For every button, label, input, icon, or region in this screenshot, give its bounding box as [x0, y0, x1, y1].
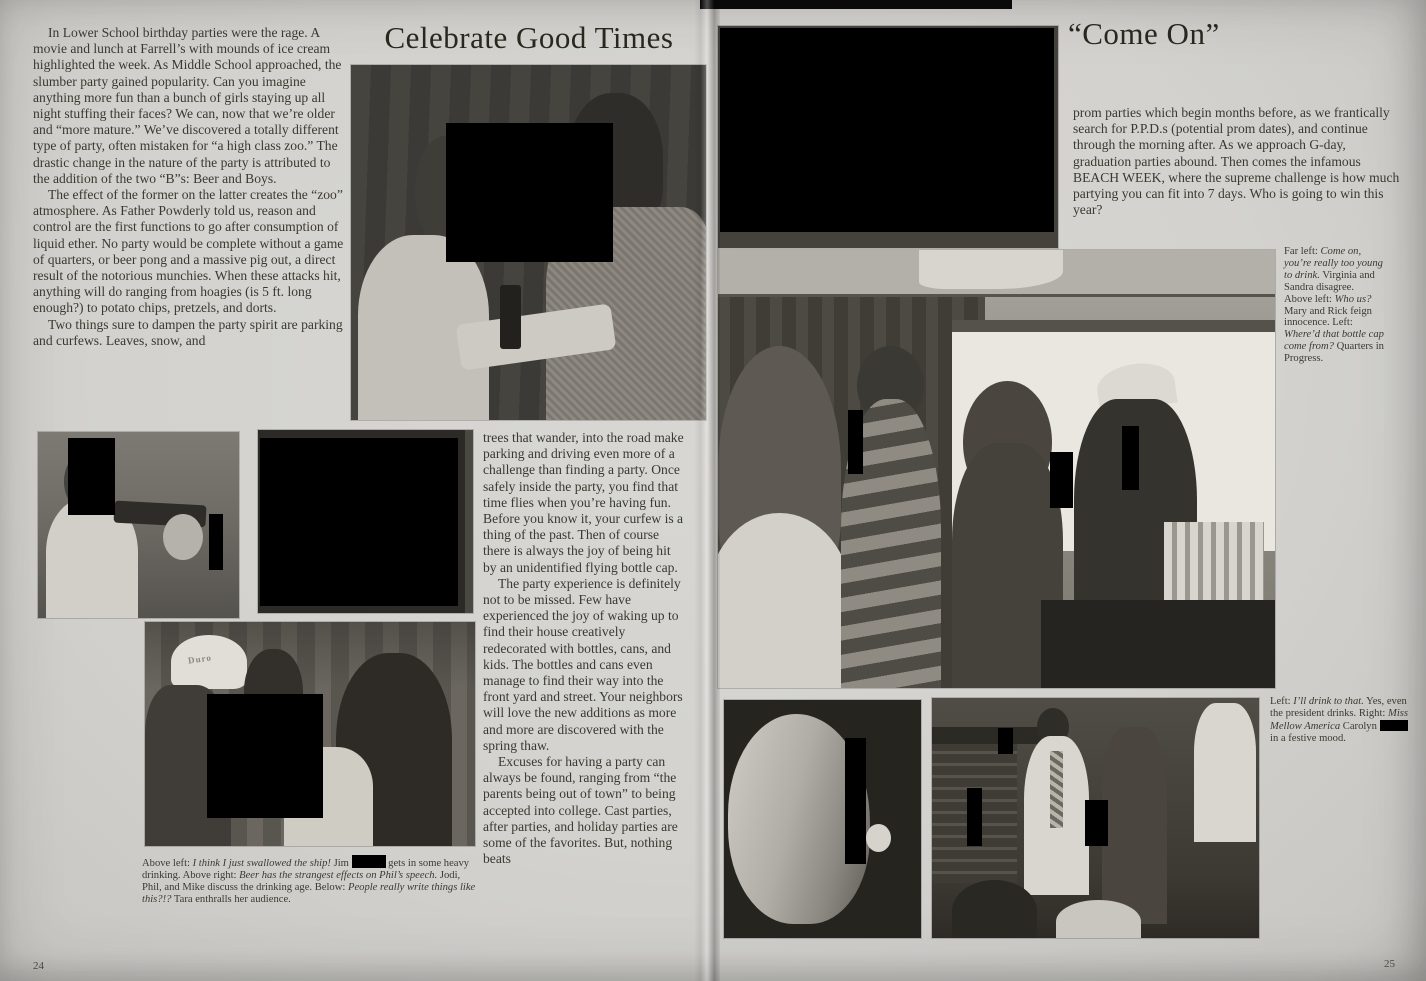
page-title-right: “Come On”	[1068, 16, 1220, 51]
paragraph: Excuses for having a party can always be found, ranging from “the parents being out of town” to being accepted into college. Cast parties, after parties, and holiday parties are some of the favorites. But, nothing beats	[483, 754, 678, 867]
left-page	[0, 0, 700, 981]
right-page	[700, 0, 1426, 981]
redaction-box	[1122, 426, 1139, 490]
redaction-box	[68, 438, 115, 515]
cans-on-counter	[1164, 522, 1264, 601]
person-silhouette	[718, 513, 852, 688]
caption-right-top: Far left: Come on, you’re really too young to drink. Virginia and Sandra disagree. Above left: Who us? Mary and Rick feign innocence. Left: Where’d that bottle cap come from? Quarters in Progress.	[1284, 246, 1384, 365]
photo-long-hair	[724, 700, 921, 938]
body-text-column-2	[483, 430, 686, 867]
redaction-box	[260, 438, 458, 606]
photo-funnel-drinking	[38, 432, 239, 618]
painter-cap	[171, 635, 247, 689]
redaction-box	[998, 728, 1013, 754]
redaction-box	[209, 514, 223, 570]
body-text-right	[1073, 105, 1405, 218]
redaction-box	[207, 694, 323, 818]
redaction-box	[446, 123, 613, 262]
photo-redacted-top	[718, 26, 1058, 248]
bottle-silhouette	[500, 285, 521, 349]
photo-fireplace-party	[932, 698, 1259, 938]
wall-banner	[919, 250, 1064, 289]
scan-artifact-bar	[700, 0, 1012, 9]
person-silhouette	[1102, 727, 1167, 924]
body-text-column-1	[33, 25, 346, 349]
paragraph: trees that wander, into the road make parking and driving even more of a challenge than finding a party. Once safely inside the party, you find that time flies when you’re having fun. Before you know it, your curfew is a thing of the past. Then of course there is always the joy of being hit by an unidentified flying bottle cap.	[483, 430, 684, 575]
paragraph: The party experience is definitely not to be missed. Few have experienced the joy of waking up to find their house creatively redecorated with bottles, cans, and kids. The bottles and cans even manage to find their way into the front yard and street. Your neighbors will love the new additions as more and more are discovered with the spring thaw.	[483, 575, 683, 753]
foreground-head	[1056, 900, 1141, 938]
page-gutter	[694, 0, 720, 981]
highlight-spot	[866, 824, 892, 853]
photo-redacted	[258, 430, 473, 613]
redaction-box	[845, 738, 866, 864]
caption-right-bottom: Left: I’ll drink to that. Yes, even the president drinks. Right: Miss Mellow America Carolyn in a festive mood.	[1270, 696, 1409, 744]
paragraph: prom parties which begin months before, as we frantically search for P.P.D.s (potential prom dates), and continue through the morning after. As we approach G-day, graduation parties abound. Then comes the infamous BEACH WEEK, where the supreme challenge is how much partying you can fit into 7 days. Who is going to win this year?	[1073, 105, 1400, 218]
paragraph: Two things sure to dampen the party spirit are parking and curfews. Leaves, snow, and	[33, 316, 343, 348]
caption-left-bottom: Above left: I think I just swallowed the ship! Jim gets in some heavy drinking. Above right: Beer has the strangest effects on Phil’s speech. Jodi, Phil, and Mike discuss the drinking age. Below: People really write things like this?!? Tara enthralls her audience.	[142, 855, 480, 906]
page-number-left: 24	[33, 960, 44, 972]
counter	[1041, 600, 1275, 688]
paragraph: The effect of the former on the latter creates the “zoo” atmosphere. As Father Powderly told us, reason and control are the first functions to go after consumption of liquid ether. No party would be complete without a game of quarters, or beer pong and a massive pig out, a direct result of the notorious munchies. When these attacks hit, anything will do ranging from hoagies (is 5 ft. long enough?) to potato chips, pretzels, and dorts.	[33, 187, 344, 316]
redaction-box	[967, 788, 982, 846]
photo-bottle-exchange	[351, 65, 706, 420]
photo-party-counter	[718, 250, 1275, 688]
page-title-left: Celebrate Good Times	[384, 20, 674, 55]
page-number-right: 25	[1384, 958, 1395, 970]
redaction-box	[1085, 800, 1108, 846]
face-silhouette	[163, 514, 203, 561]
foreground-head	[952, 880, 1037, 938]
photo-edge	[465, 430, 473, 613]
redaction-box	[720, 28, 1054, 232]
striped-tie	[1050, 751, 1063, 828]
redaction-box	[1050, 452, 1073, 508]
cap-logo-text: Duro	[187, 652, 213, 666]
redaction-box	[848, 410, 863, 474]
photo-table-group	[145, 622, 475, 846]
paragraph: In Lower School birthday parties were the rage. A movie and lunch at Farrell’s with mounds of ice cream highlighted the week. As Middle School approached, the slumber party gained popularity. Can you imagine anything more fun than a bunch of girls staying up all night stuffing their faces? We can, now that we’re older and “more mature.” We’ve discovered a totally different type of party, often mistaken for “a high class zoo.” The drastic change in the nature of the party is attributed to the addition of the two “B”s: Beer and Boys.	[33, 25, 342, 186]
white-shirt-silhouette	[1194, 703, 1256, 842]
